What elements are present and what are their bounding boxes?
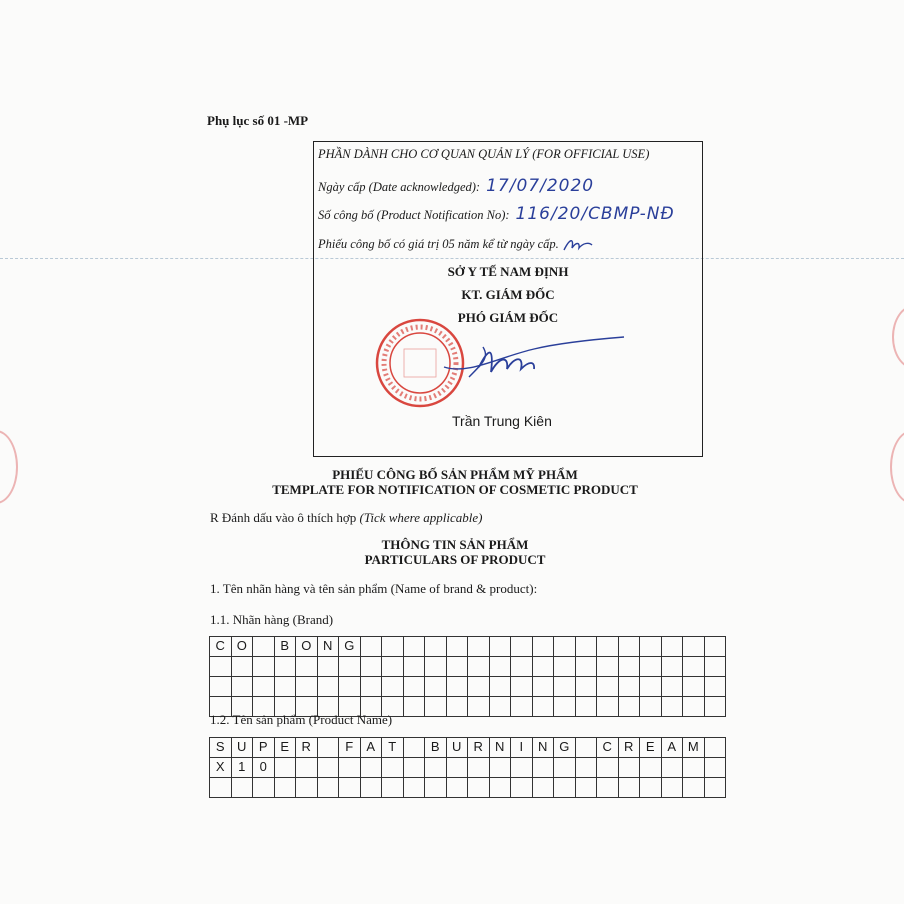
- notification-number-value: 116/20/CBMP-NĐ: [515, 204, 675, 224]
- char-box: [403, 697, 425, 717]
- char-box: G: [339, 637, 361, 657]
- char-box: [704, 778, 726, 798]
- char-box: [253, 657, 275, 677]
- char-box: [360, 778, 382, 798]
- char-box: [317, 758, 339, 778]
- char-box: [210, 778, 232, 798]
- date-acknowledged-row: [318, 176, 594, 196]
- edge-stamp-left: [0, 430, 18, 504]
- char-box: [511, 637, 533, 657]
- char-box: [532, 758, 554, 778]
- char-box: E: [640, 738, 662, 758]
- char-box: [468, 758, 490, 778]
- char-box: [468, 697, 490, 717]
- char-box: [511, 697, 533, 717]
- char-box: [618, 778, 640, 798]
- char-box: [554, 637, 576, 657]
- char-box: [425, 758, 447, 778]
- product-row-1: [210, 738, 726, 758]
- char-box: [339, 677, 361, 697]
- char-box: [253, 778, 275, 798]
- char-box: [403, 657, 425, 677]
- char-box: [661, 677, 683, 697]
- official-use-box: [313, 141, 703, 457]
- edge-stamp-right-upper: [892, 305, 904, 369]
- char-box: [661, 697, 683, 717]
- char-box: [231, 657, 253, 677]
- char-box: N: [489, 738, 511, 758]
- char-box: [446, 697, 468, 717]
- char-box: [683, 657, 705, 677]
- char-box: A: [360, 738, 382, 758]
- char-box: [210, 677, 232, 697]
- char-box: [210, 657, 232, 677]
- char-box: [640, 778, 662, 798]
- char-box: [296, 778, 318, 798]
- notification-number-label: Số công bố (Product Notification No):: [318, 208, 510, 222]
- char-box: [446, 758, 468, 778]
- char-box: [640, 677, 662, 697]
- char-box: N: [532, 738, 554, 758]
- char-box: [597, 758, 619, 778]
- char-box: [640, 657, 662, 677]
- char-box: X: [210, 758, 232, 778]
- char-box: [704, 738, 726, 758]
- char-box: M: [683, 738, 705, 758]
- char-box: E: [274, 738, 296, 758]
- char-box: [296, 677, 318, 697]
- char-box: [532, 637, 554, 657]
- char-box: [274, 657, 296, 677]
- char-box: [597, 677, 619, 697]
- char-box: [382, 758, 404, 778]
- char-box: [532, 697, 554, 717]
- form-title-vi: PHIẾU CÔNG BỐ SẢN PHẨM MỸ PHẨM: [332, 467, 578, 482]
- char-box: [683, 637, 705, 657]
- char-box: [425, 657, 447, 677]
- char-box: [296, 758, 318, 778]
- char-box: [575, 677, 597, 697]
- char-box: [360, 677, 382, 697]
- char-box: A: [661, 738, 683, 758]
- char-box: [489, 697, 511, 717]
- char-box: [554, 778, 576, 798]
- char-box: [683, 697, 705, 717]
- edge-stamp-right: [890, 430, 904, 504]
- char-box: S: [210, 738, 232, 758]
- char-box: T: [382, 738, 404, 758]
- char-box: [489, 778, 511, 798]
- char-box: [274, 758, 296, 778]
- char-box: 0: [253, 758, 275, 778]
- char-box: [683, 778, 705, 798]
- char-box: [511, 758, 533, 778]
- char-box: [382, 657, 404, 677]
- char-box: [640, 637, 662, 657]
- char-box: [446, 637, 468, 657]
- char-box: F: [339, 738, 361, 758]
- date-value: 17/07/2020: [486, 176, 595, 196]
- signer-name: Trần Trung Kiên: [452, 413, 552, 429]
- char-box: R: [296, 738, 318, 758]
- char-box: [532, 778, 554, 798]
- char-box: [554, 697, 576, 717]
- brand-row-1: [210, 637, 726, 657]
- char-box: [661, 637, 683, 657]
- char-box: [296, 657, 318, 677]
- item-1-2-label: 1.2. Tên sản phẩm (Product Name): [210, 712, 393, 727]
- char-box: [597, 697, 619, 717]
- char-box: [575, 738, 597, 758]
- char-box: [231, 778, 253, 798]
- char-box: [403, 758, 425, 778]
- char-box: [575, 697, 597, 717]
- char-box: C: [210, 637, 232, 657]
- char-box: [618, 697, 640, 717]
- item-1-1-label: 1.1. Nhãn hàng (Brand): [210, 612, 334, 627]
- char-box: [339, 778, 361, 798]
- handwritten-signature: [439, 327, 629, 387]
- char-box: [425, 697, 447, 717]
- char-box: [618, 637, 640, 657]
- char-box: [618, 657, 640, 677]
- char-box: C: [597, 738, 619, 758]
- char-box: [339, 758, 361, 778]
- char-box: [683, 758, 705, 778]
- char-box: [360, 637, 382, 657]
- char-box: [425, 637, 447, 657]
- char-box: 1: [231, 758, 253, 778]
- char-box: [704, 677, 726, 697]
- char-box: [489, 677, 511, 697]
- char-box: [382, 637, 404, 657]
- authority-title-1: KT. GIÁM ĐỐC: [461, 287, 555, 302]
- tick-note: R Đánh dấu vào ô thích hợp (Tick where applicable): [210, 510, 483, 525]
- char-box: [554, 758, 576, 778]
- char-box: [317, 738, 339, 758]
- char-box: [597, 657, 619, 677]
- char-box: [511, 778, 533, 798]
- char-box: [597, 637, 619, 657]
- char-box: [704, 758, 726, 778]
- char-box: [618, 677, 640, 697]
- char-box: [317, 778, 339, 798]
- char-box: [360, 657, 382, 677]
- authority-name: SỞ Y TẾ NAM ĐỊNH: [447, 264, 569, 279]
- char-box: [575, 637, 597, 657]
- char-box: [618, 758, 640, 778]
- char-box: [339, 657, 361, 677]
- official-use-heading: PHẦN DÀNH CHO CƠ QUAN QUẢN LÝ (FOR OFFICIAL USE): [318, 147, 650, 161]
- section-title-en: PARTICULARS OF PRODUCT: [364, 552, 546, 567]
- char-box: [382, 677, 404, 697]
- brand-grid: [209, 636, 726, 717]
- product-row-3: [210, 778, 726, 798]
- char-box: [511, 657, 533, 677]
- char-box: [661, 758, 683, 778]
- char-box: O: [296, 637, 318, 657]
- char-box: U: [231, 738, 253, 758]
- char-box: B: [425, 738, 447, 758]
- char-box: [532, 657, 554, 677]
- char-box: [597, 778, 619, 798]
- char-box: [468, 677, 490, 697]
- char-box: [704, 637, 726, 657]
- char-box: [403, 738, 425, 758]
- char-box: R: [618, 738, 640, 758]
- char-box: [704, 697, 726, 717]
- char-box: [661, 778, 683, 798]
- section-title-vi: THÔNG TIN SẢN PHẨM: [381, 537, 529, 552]
- char-box: [489, 657, 511, 677]
- char-box: [554, 657, 576, 677]
- char-box: [468, 657, 490, 677]
- char-box: [403, 637, 425, 657]
- char-box: [403, 677, 425, 697]
- char-box: [640, 758, 662, 778]
- char-box: [317, 657, 339, 677]
- char-box: [425, 778, 447, 798]
- appendix-label: Phụ lục số 01 -MP: [207, 113, 309, 128]
- form-title-en: TEMPLATE FOR NOTIFICATION OF COSMETIC PRODUCT: [272, 482, 638, 497]
- char-box: [468, 778, 490, 798]
- validity-note: Phiếu công bố có giá trị 05 năm kể từ ngày cấp.: [318, 236, 594, 254]
- char-box: O: [231, 637, 253, 657]
- char-box: [425, 677, 447, 697]
- char-box: [554, 677, 576, 697]
- char-box: B: [274, 637, 296, 657]
- char-box: [489, 758, 511, 778]
- authority-title-2: PHÓ GIÁM ĐỐC: [457, 310, 559, 325]
- char-box: [704, 657, 726, 677]
- char-box: [489, 637, 511, 657]
- char-box: [511, 677, 533, 697]
- char-box: [360, 758, 382, 778]
- char-box: [468, 637, 490, 657]
- char-box: [640, 697, 662, 717]
- char-box: [532, 677, 554, 697]
- char-box: U: [446, 738, 468, 758]
- char-box: [382, 778, 404, 798]
- char-box: [446, 657, 468, 677]
- char-box: [575, 657, 597, 677]
- char-box: [446, 677, 468, 697]
- char-box: [661, 657, 683, 677]
- char-box: N: [317, 637, 339, 657]
- product-row-2: [210, 758, 726, 778]
- brand-row-spacer: [210, 657, 726, 677]
- char-box: [274, 778, 296, 798]
- char-box: [317, 677, 339, 697]
- char-box: I: [511, 738, 533, 758]
- item-1-label: 1. Tên nhãn hàng và tên sản phẩm (Name of brand & product):: [210, 581, 538, 596]
- char-box: [253, 677, 275, 697]
- char-box: [274, 677, 296, 697]
- date-label: Ngày cấp (Date acknowledged):: [318, 180, 481, 194]
- char-box: R: [468, 738, 490, 758]
- char-box: [575, 778, 597, 798]
- char-box: [253, 637, 275, 657]
- char-box: [403, 778, 425, 798]
- char-box: G: [554, 738, 576, 758]
- char-box: [231, 677, 253, 697]
- initials-mark: [562, 236, 594, 254]
- char-box: [446, 778, 468, 798]
- char-box: [683, 677, 705, 697]
- notification-number-row: [318, 204, 675, 224]
- brand-row-2: [210, 677, 726, 697]
- char-box: [575, 758, 597, 778]
- char-box: P: [253, 738, 275, 758]
- product-name-grid: [209, 737, 726, 798]
